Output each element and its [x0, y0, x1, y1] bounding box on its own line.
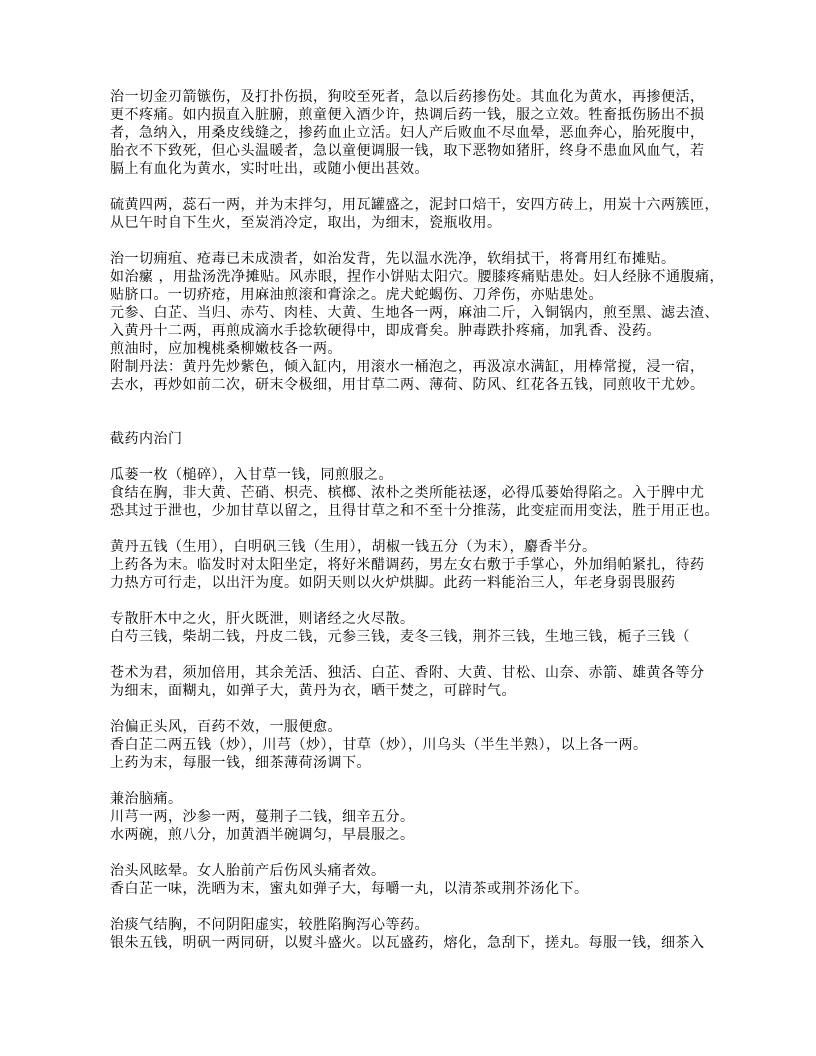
blank-line	[110, 232, 726, 250]
text-line: 苍术为君，须加倍用，其余羌活、独活、白芷、香附、大黄、甘松、山奈、赤箭、雄黄各等分	[110, 665, 705, 681]
text-line: 入黄丹十二两，再煎成滴水手捻软硬得中，即成膏矣。肿毒跌扑疼痛，加乳香、没药。	[110, 323, 661, 339]
blank-line	[110, 520, 726, 538]
text-line: 附制丹法：黄丹先炒紫色，倾入缸内，用滚水一桶泡之，再汲凉水满缸，用棒常搅，浸一宿，	[110, 359, 705, 375]
text-line: 膈上有血化为黄水，实时吐出，或随小便出甚效。	[110, 161, 429, 177]
text-line: 专散肝木中之火，肝火既泄，则诸经之火尽散。	[110, 611, 415, 627]
blank-line	[110, 898, 726, 916]
document-text	[110, 88, 726, 952]
blank-line	[110, 412, 726, 430]
text-line: 瓜蒌一枚（槌碎），入甘草一钱，同煎服之。	[110, 467, 393, 483]
text-line: 去水，再炒如前二次，研末令极细，用甘草二两、薄荷、防风、红花各五钱，同煎收干尤妙。	[110, 377, 705, 393]
text-line: 治头风眩晕。女人胎前产后伤风头痛者效。	[110, 863, 386, 879]
blank-line	[110, 448, 726, 466]
text-line: 治一切痈疽、疮毒已未成溃者，如治发背，先以温水洗净，软绢拭干，将膏用红布摊贴。	[110, 251, 676, 267]
text-line: 银朱五钱，明矾一两同研，以熨斗盛火。以瓦盛药，熔化，急刮下，搓丸。每服一钱，细茶入	[110, 935, 705, 951]
text-line: 香白芷二两五钱（炒），川芎（炒），甘草（炒），川乌头（半生半熟），以上各一两。	[110, 737, 648, 753]
text-line: 贴脐口。一切疥疮，用麻油煎滚和膏涂之。虎犬蛇蝎伤、刀斧伤，亦贴患处。	[110, 287, 603, 303]
text-line: 治偏正头风，百药不效，一服便愈。	[110, 719, 342, 735]
text-line: 如治瘰 ，用盐汤洗净摊贴。风赤眼，捏作小饼贴太阳穴。腰膝疼痛贴患处。妇人经脉不通腹痛，	[110, 269, 724, 285]
text-line: 上药各为末。临发时对太阳坐定，将好米醋调药，男左女右敷于手掌心，外加绢帕紧扎，待药	[110, 557, 705, 573]
text-line: 恐其过于泄也，少加甘草以留之，且得甘草之和不至十分推荡，此变症而用变法，胜于用正也。	[110, 503, 719, 519]
text-line: 者，急纳入，用桑皮线缝之，掺药血止立活。妇人产后败血不尽血晕，恶血奔心，胎死腹中，	[110, 125, 705, 141]
text-line: 兼治脑痛。	[110, 791, 183, 807]
text-line: 香白芷一味，洗晒为末，蜜丸如弹子大，每嚼一丸，以清茶或荆芥汤化下。	[110, 881, 589, 897]
text-line: 元参、白芷、当归、赤芍、肉桂、大黄、生地各一两，麻油二斤，入铜锅内，煎至黑、滤去渣、	[110, 305, 719, 321]
blank-line	[110, 178, 726, 196]
text-line: 煎油时，应加槐桃桑柳嫩枝各一两。	[110, 341, 342, 357]
text-line: 食结在胸，非大黄、芒硝、枳壳、槟榔、浓朴之类所能祛逐，必得瓜蒌始得陷之。入于脾中尤	[110, 485, 705, 501]
text-line: 为细末，面糊丸，如弹子大，黄丹为衣，晒干焚之，可辟时气。	[110, 683, 516, 699]
text-line: 从巳午时自下生火，至炭消冷定，取出，为细末，瓷瓶收用。	[110, 215, 502, 231]
text-line: 白芍三钱，柴胡二钱，丹皮二钱，元参三钱，麦冬三钱，荆芥三钱，生地三钱，栀子三钱（	[110, 629, 690, 645]
section-heading: 截药内治门	[110, 431, 183, 447]
text-line: 上药为末，每服一钱，细茶薄荷汤调下。	[110, 755, 371, 771]
text-line: 水两碗，煎八分，加黄酒半碗调匀，早晨服之。	[110, 827, 415, 843]
text-line: 黄丹五钱（生用），白明矾三钱（生用），胡椒一钱五分（为末），麝香半分。	[110, 539, 597, 555]
text-line: 治一切金刃箭镞伤，及打扑伤损，狗咬至死者，急以后药掺伤处。其血化为黄水，再掺便活，	[110, 89, 705, 105]
text-line: 力热方可行走，以出汗为度。如阴天则以火炉烘脚。此药一料能治三人，年老身弱畏服药	[110, 575, 676, 591]
text-line: 更不疼痛。如内损直入脏腑，煎童便入酒少许，热调后药一钱，服之立效。牲畜抵伤肠出不损	[110, 107, 705, 123]
blank-line	[110, 700, 726, 718]
text-line: 胎衣不下致死，但心头温暖者，急以童便调服一钱，取下恶物如猪肝，终身不患血风血气，若	[110, 143, 705, 159]
text-line: 治痰气结胸，不问阴阳虚实，较胜陷胸泻心等药。	[110, 917, 429, 933]
blank-line	[110, 592, 726, 610]
blank-line	[110, 394, 726, 412]
blank-line	[110, 772, 726, 790]
blank-line	[110, 844, 726, 862]
text-line: 硫黄四两，蕊石一两，并为末拌匀，用瓦罐盛之，泥封口焙干，安四方砖上，用炭十六两簇匝，	[110, 197, 719, 213]
text-line: 川芎一两，沙参一两，蔓荆子二钱，细辛五分。	[110, 809, 415, 825]
blank-line	[110, 646, 726, 664]
